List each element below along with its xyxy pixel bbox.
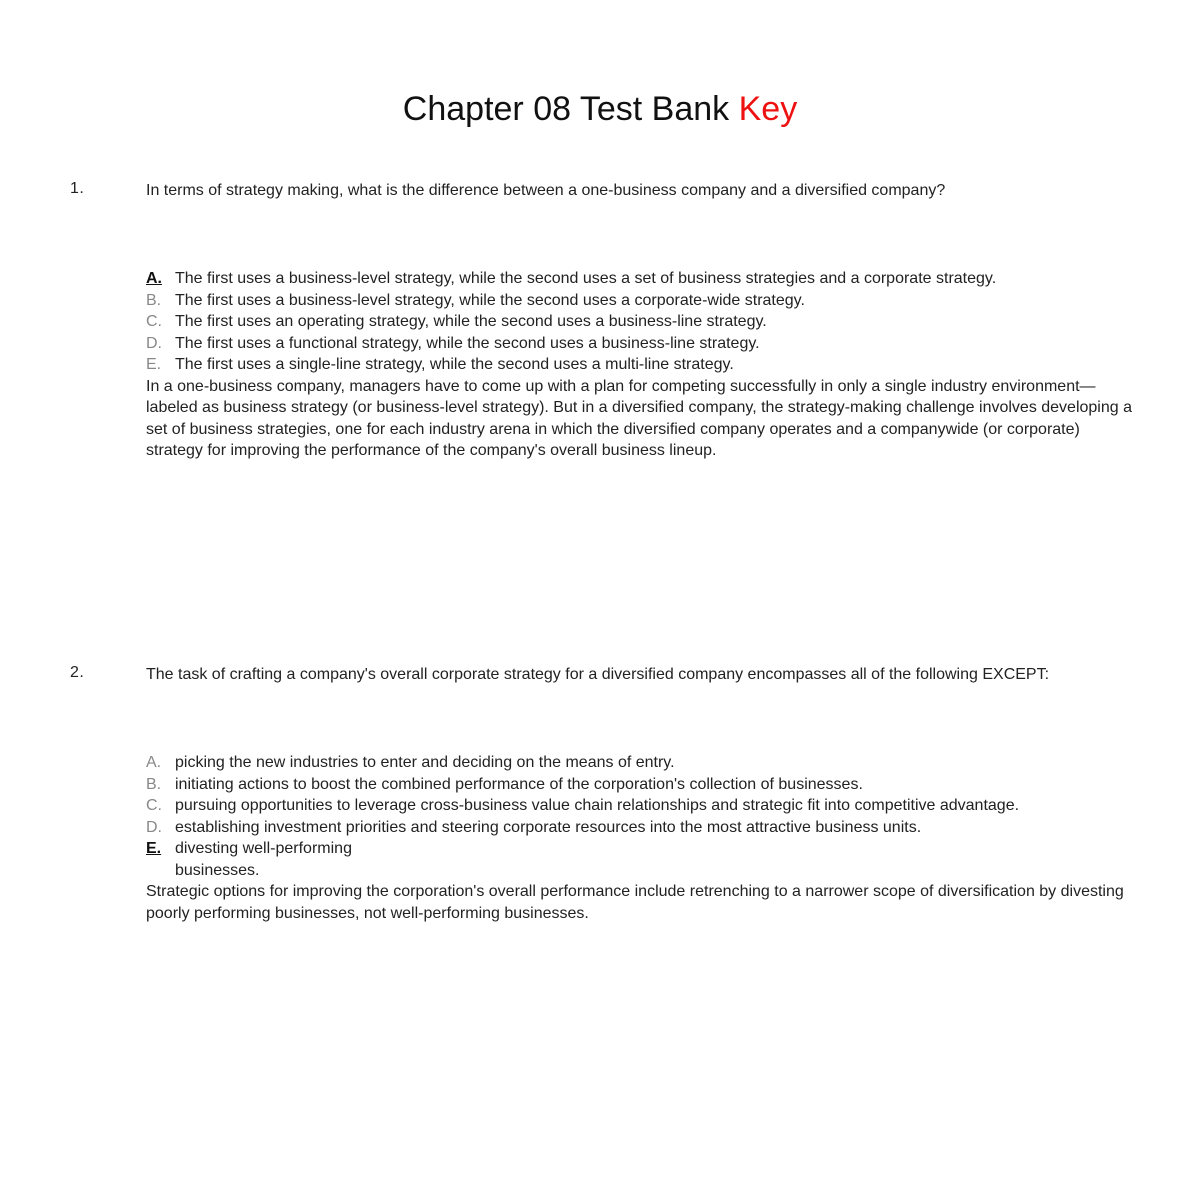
option-text: picking the new industries to enter and deciding on the means of entry. [175,754,675,771]
option-text: pursuing opportunities to leverage cross-business value chain relationships and strategic fit into competitive advantage. [175,797,1020,814]
option-letter: C. [146,797,162,814]
option-c [146,795,1146,817]
option-letter: B. [146,775,162,793]
question-2-options [146,752,1146,924]
option-letter-correct: A. [146,270,162,287]
option-letter: B. [146,291,162,309]
option-text: The first uses an operating strategy, while the second uses a business-line strategy. [175,313,767,330]
option-text: divesting well-performing businesses. [175,840,352,879]
option-d [146,817,1146,839]
option-text: The first uses a business-level strategy, while the second uses a set of business strategies and a corporate strategy. [175,270,997,287]
page-title [0,90,1200,129]
title-key: Key [738,90,798,128]
option-text: The first uses a single-line strategy, while the second uses a multi-line strategy. [175,356,734,373]
option-e [146,354,1146,376]
title-main: Chapter 08 Test Bank [402,90,739,128]
answer-explanation: In a one-business company, managers have to come up with a plan for competing successfully in only a single industry environment—labeled as business strategy (or business-level strategy). But in a diversified company, the strategy-making challenge involves developing a set of business strategies, one for each industry arena in which the diversified company operates and a companywide (or corporate) strategy for improving the performance of the company's overall business lineup. [146,377,1132,459]
option-letter: E. [146,356,162,373]
question-1-options [146,268,1146,462]
question-text: In terms of strategy making, what is the difference between a one-business company and a diversified company? [146,182,946,199]
option-letter: D. [146,818,162,836]
option-e [146,838,1146,881]
option-a [146,268,1146,290]
option-letter: D. [146,334,162,352]
question-text: The task of crafting a company's overall corporate strategy for a diversified company encompasses all of the following EXCEPT: [146,666,1050,683]
question-number: 1. [70,180,85,197]
option-text: initiating actions to boost the combined performance of the corporation's collection of businesses. [175,775,863,793]
option-letter-correct: E. [146,840,162,857]
option-b [146,290,1146,312]
option-letter: C. [146,313,162,330]
option-text: establishing investment priorities and steering corporate resources into the most attractive business units. [175,818,922,836]
option-d [146,333,1146,355]
option-letter: A. [146,754,162,771]
option-c [146,311,1146,333]
option-a [146,752,1146,774]
option-text: The first uses a business-level strategy, while the second uses a corporate-wide strategy. [175,291,805,309]
answer-explanation: Strategic options for improving the corporation's overall performance include retrenching to a narrower scope of diversification by divesting poorly performing businesses, not well-performing businesses. [146,883,1124,922]
question-number: 2. [70,664,85,681]
option-text: The first uses a functional strategy, while the second uses a business-line strategy. [175,334,760,352]
option-b [146,774,1146,796]
